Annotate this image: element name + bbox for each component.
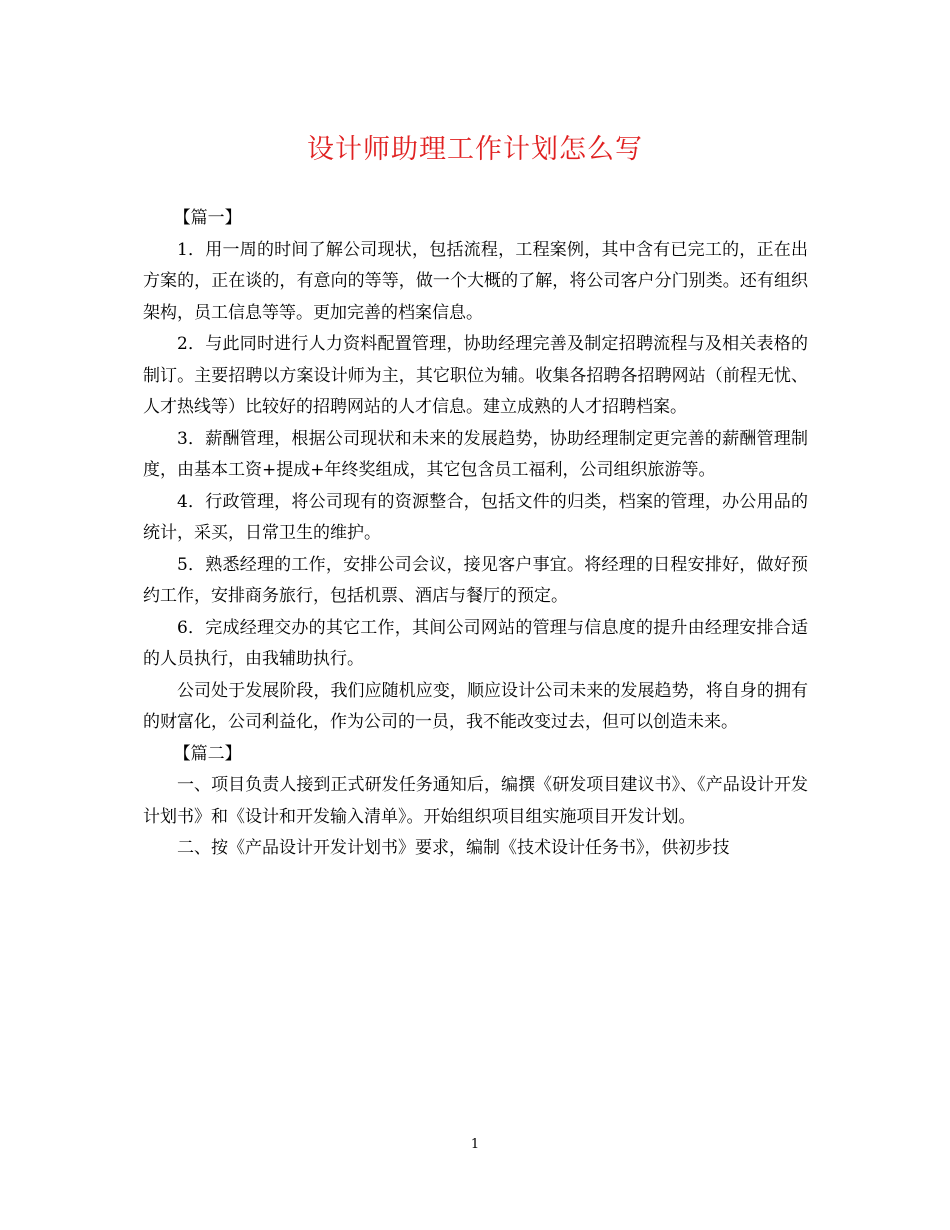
document-body <box>143 203 808 865</box>
paragraph: 一、项目负责人接到正式研发任务通知后，编撰《研发项目建议书》、《产品设计开发计划书》和《设计和开发输入清单》。开始组织项目组实施项目开发计划。 <box>143 775 808 827</box>
paragraph: 公司处于发展阶段，我们应随机应变，顺应设计公司未来的发展趋势，将自身的拥有的财富化，公司利益化，作为公司的一员，我不能改变过去，但可以创造未来。 <box>143 680 808 732</box>
paragraph: 3．薪酬管理，根据公司现状和未来的发展趋势，协助经理制定更完善的薪酬管理制度，由基本工资+提成+年终奖组成，其它包含员工福利，公司组织旅游等。 <box>143 428 808 480</box>
paragraph: 4．行政管理，将公司现有的资源整合，包括文件的归类，档案的管理，办公用品的统计，采买，日常卫生的维护。 <box>143 491 808 543</box>
section-heading-2: 【篇二】 <box>173 743 242 764</box>
paragraph: 5．熟悉经理的工作，安排公司会议，接见客户事宜。将经理的日程安排好，做好预约工作，安排商务旅行，包括机票、酒店与餐厅的预定。 <box>143 554 808 606</box>
section-heading-1: 【篇一】 <box>173 208 242 228</box>
paragraph: 二、按《产品设计开发计划书》要求，编制《技术设计任务书》，供初步技 <box>177 838 730 858</box>
page-number: 1 <box>470 1137 480 1152</box>
paragraph: 2．与此同时进行人力资料配置管理，协助经理完善及制定招聘流程与及相关表格的制订。主要招聘以方案设计师为主，其它职位为辅。收集各招聘各招聘网站（前程无忧、人才热线等）比较好的招聘网站的人才信息。建立成熟的人才招聘档案。 <box>143 334 808 417</box>
paragraph: 6．完成经理交办的其它工作，其间公司网站的管理与信息度的提升由经理安排合适的人员执行，由我辅助执行。 <box>143 617 808 669</box>
paragraph: 1．用一周的时间了解公司现状，包括流程，工程案例，其中含有已完工的，正在出方案的，正在谈的，有意向的等等，做一个大概的了解，将公司客户分门别类。还有组织架构，员工信息等等。更加完善的档案信息。 <box>143 239 808 323</box>
document-title: 设计师助理工作计划怎么写 <box>307 134 643 165</box>
